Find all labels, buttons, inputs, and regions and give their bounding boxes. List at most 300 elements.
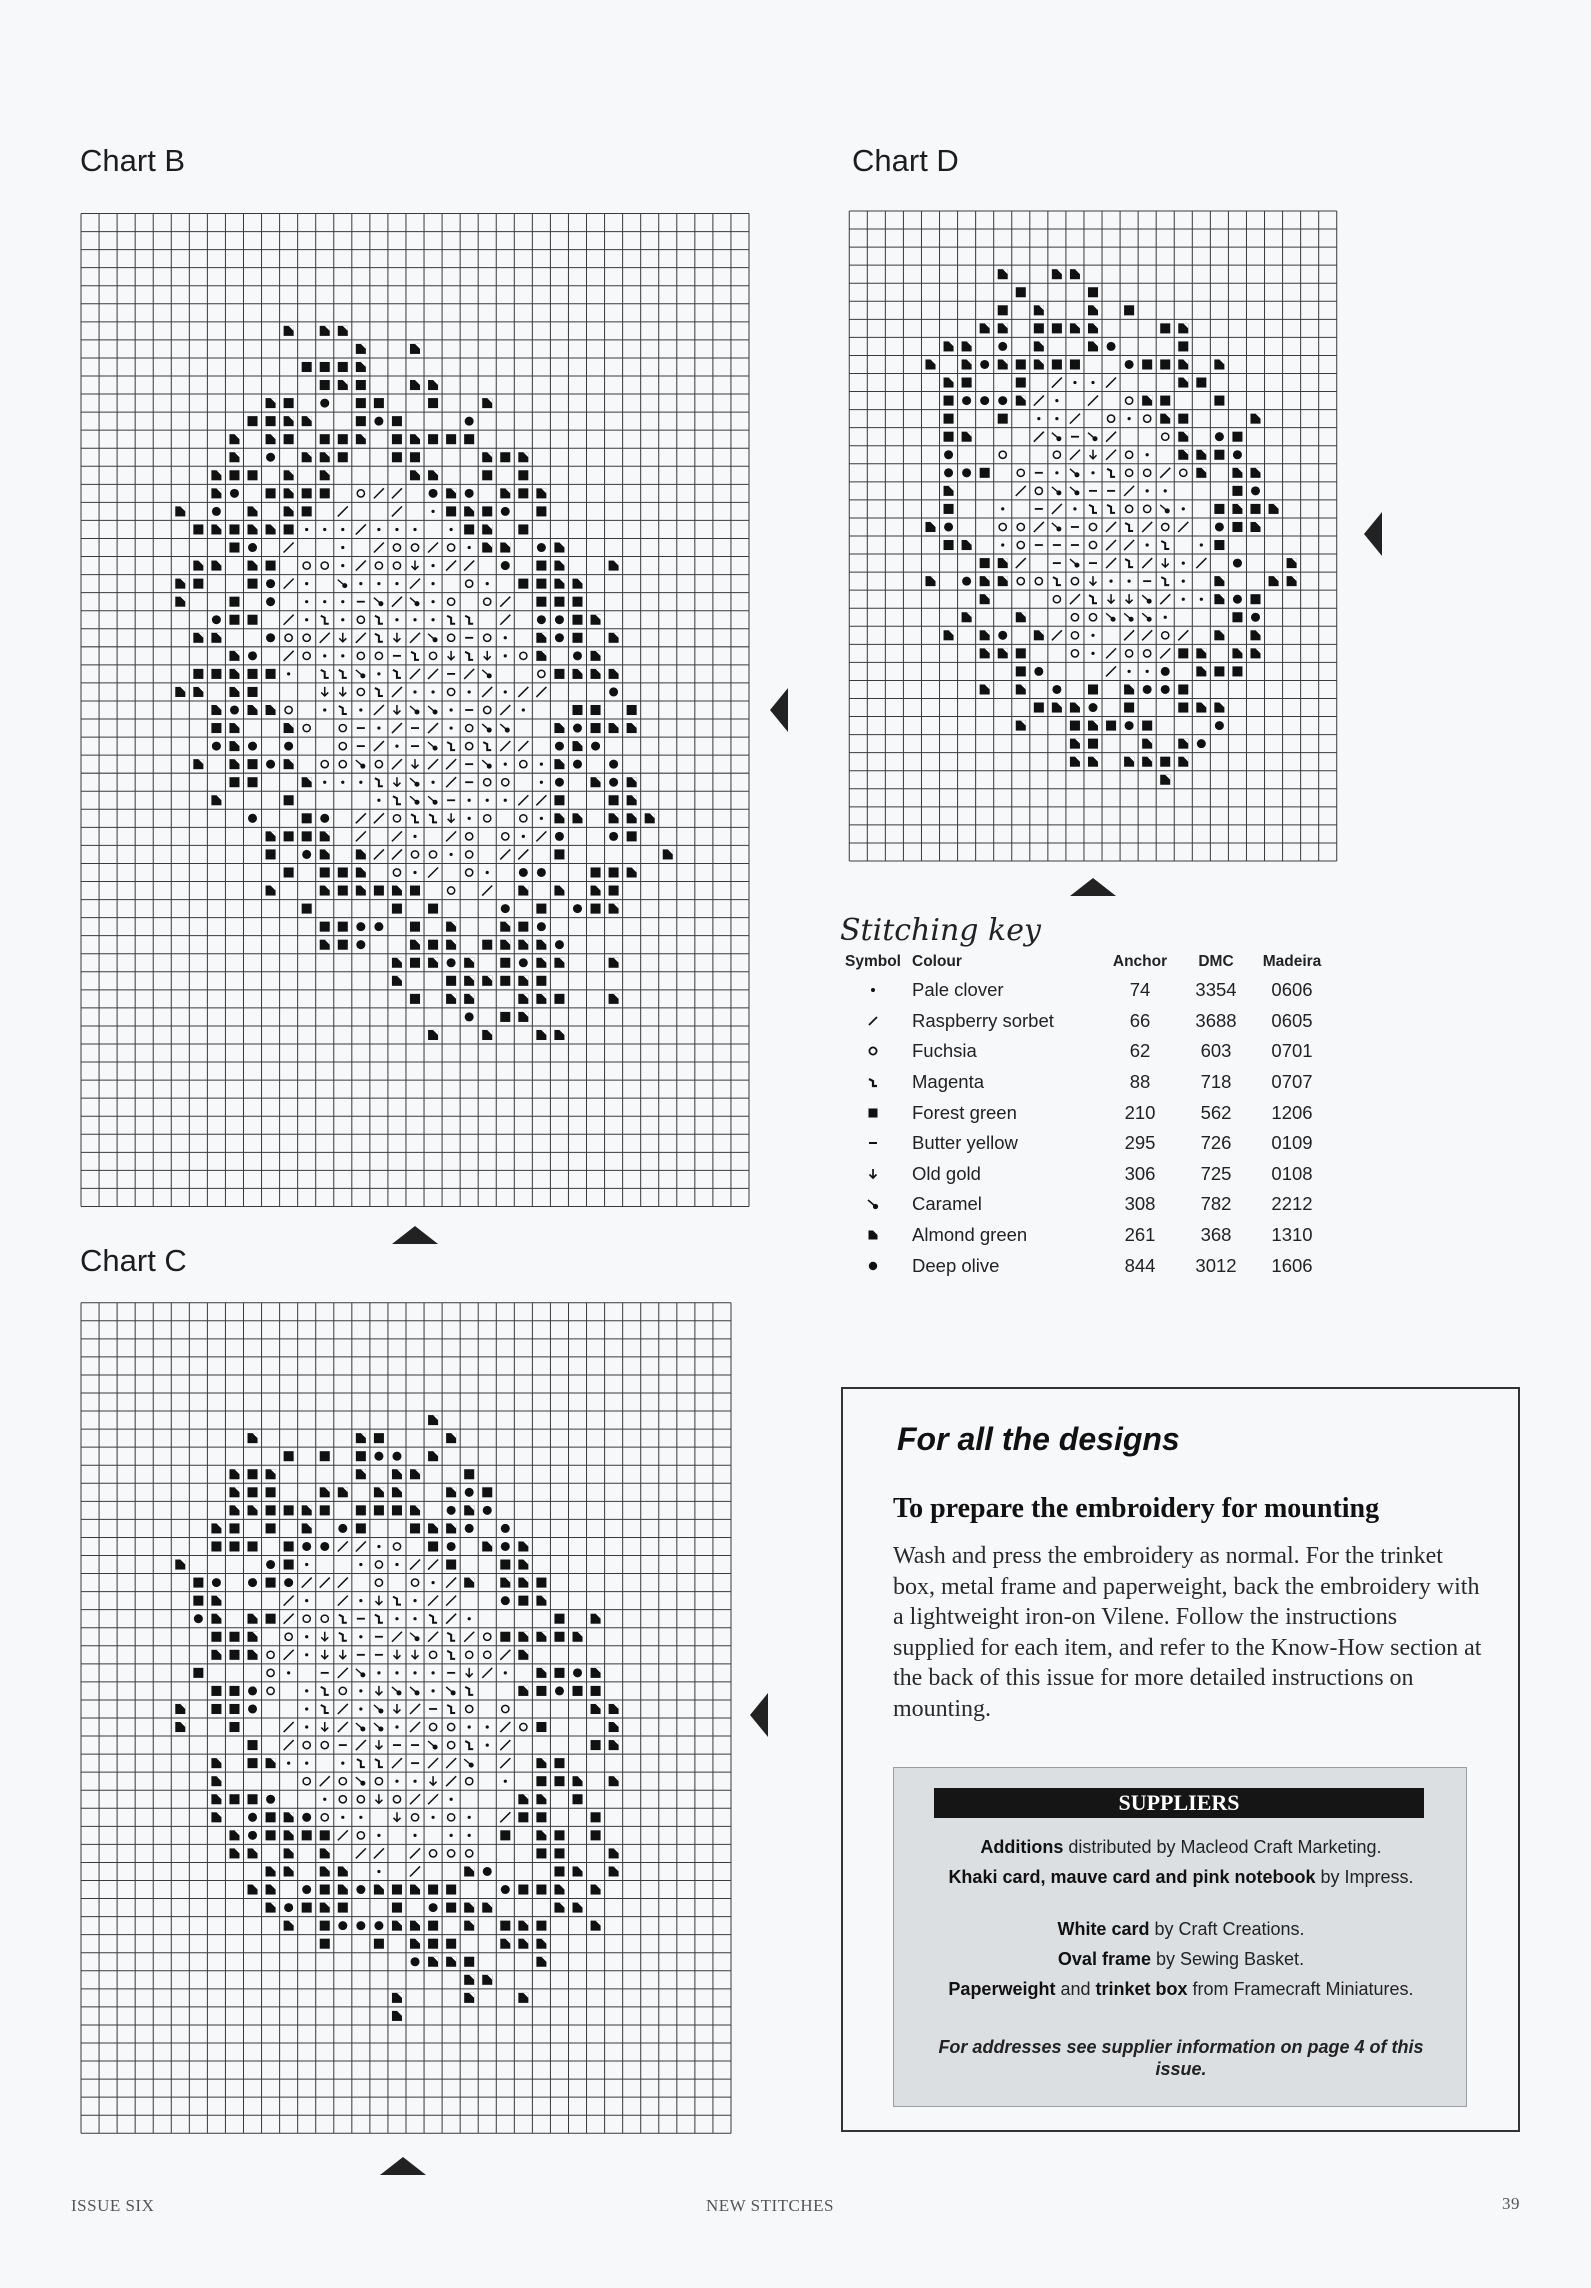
chart-c-grid <box>80 1297 732 2139</box>
stitch-slash <box>500 1650 510 1660</box>
stitch-filled-circle <box>609 687 618 696</box>
stitch-circle <box>375 652 382 659</box>
stitch-notched-square <box>211 524 221 534</box>
stitch-slash <box>356 1541 366 1551</box>
stitch-square <box>1196 378 1206 388</box>
stitch-circle <box>303 1615 310 1622</box>
stitch-square <box>428 1939 438 1949</box>
stitch-slash <box>284 1650 294 1660</box>
key-anchor-code: 74 <box>1129 979 1151 1001</box>
key-madeira-code: 1206 <box>1271 1101 1313 1123</box>
stitch-slash <box>356 561 366 571</box>
stitch-square <box>1142 721 1152 731</box>
stitch-dot <box>413 1671 416 1674</box>
stitch-square <box>392 434 402 444</box>
stitch-slash <box>410 1722 420 1732</box>
stitch-notched-square <box>428 1415 438 1425</box>
stitch-square <box>410 994 420 1004</box>
stitch-square <box>1160 359 1170 369</box>
stitch-filled-circle <box>501 1885 510 1894</box>
stitch-dot <box>504 690 507 693</box>
stitch-dot <box>359 1599 362 1602</box>
stitch-slash <box>500 597 510 607</box>
key-dmc-code: 3012 <box>1195 1254 1237 1276</box>
stitch-filled-circle <box>338 1921 347 1930</box>
stitch-dot <box>1146 453 1149 456</box>
stitch-dot <box>468 817 471 820</box>
stitch-circle <box>1053 451 1060 458</box>
stitch-notched-square <box>482 1541 492 1551</box>
stitch-square <box>482 470 492 480</box>
stitch-square <box>536 976 546 986</box>
stitch-notched-square <box>392 1469 402 1479</box>
stitch-notched-square <box>591 777 601 787</box>
stitch-slash <box>338 1668 348 1678</box>
stitch-hook <box>483 742 491 750</box>
stitch-square <box>554 1848 564 1858</box>
stitch-notched-square <box>980 630 990 640</box>
stitch-notched-square <box>554 958 564 968</box>
stitch-arrow-down <box>448 651 455 660</box>
stitch-notched-square <box>609 813 619 823</box>
key-dmc-code: 725 <box>1200 1162 1232 1184</box>
stitch-square <box>591 1830 601 1840</box>
stitch-notched-square <box>1088 341 1098 351</box>
stitch-hook <box>1125 523 1133 531</box>
stitch-square <box>464 434 474 444</box>
stitch-dot <box>287 1762 290 1765</box>
stitch-slash <box>1106 522 1116 532</box>
stitch-notched-square <box>554 579 564 589</box>
stitch-slash <box>536 687 546 697</box>
stitch-slash <box>392 488 402 498</box>
stitch-dot <box>540 763 543 766</box>
stitch-square <box>591 904 601 914</box>
stitch-notched-square <box>1196 703 1206 713</box>
stitch-dot <box>431 600 434 603</box>
stitch-square <box>211 1704 221 1714</box>
stitch-square <box>554 1614 564 1624</box>
stitch-notched-square <box>925 522 935 532</box>
stitch-square <box>248 687 258 697</box>
stitch-square <box>410 958 420 968</box>
stitch-circle <box>1053 596 1060 603</box>
stitch-notched-square <box>609 1740 619 1750</box>
stitch-circle <box>466 1651 473 1658</box>
stitch-square <box>482 1487 492 1497</box>
stitch-slash <box>428 1794 438 1804</box>
stitch-circle <box>484 598 491 605</box>
key-madeira-code: 0109 <box>1271 1132 1313 1154</box>
stitch-notched-square <box>1214 594 1224 604</box>
stitch-notched-square <box>1160 775 1170 785</box>
key-colour-name: Almond green <box>912 1224 1028 1246</box>
stitch-notched-square <box>211 633 221 643</box>
mounting-heading: To prepare the embroidery for mounting <box>893 1493 1380 1524</box>
stitch-square <box>428 940 438 950</box>
stitch-filled-circle <box>609 832 618 841</box>
stitch-circle <box>285 1633 292 1640</box>
key-symbol <box>838 1128 908 1159</box>
stitch-hook <box>321 1687 329 1695</box>
stitch-notched-square <box>266 1758 276 1768</box>
stitch-notched-square <box>536 1668 546 1678</box>
stitch-filled-circle <box>1052 685 1061 694</box>
stitch-notched-square <box>302 1505 312 1515</box>
stitch-square <box>266 1812 276 1822</box>
stitch-notched-square <box>500 1939 510 1949</box>
stitch-notched-square <box>320 1848 330 1858</box>
stitch-filled-circle <box>980 360 989 369</box>
for-all-designs-panel <box>841 1387 1520 2132</box>
stitch-notched-square <box>248 506 258 516</box>
stitch-square <box>536 579 546 589</box>
stitch-notched-square <box>446 940 456 950</box>
stitch-circle <box>303 724 310 731</box>
chart-d-grid <box>842 210 1344 862</box>
key-symbol <box>838 1097 908 1128</box>
stitch-notched-square <box>410 1939 420 1949</box>
stitch-square <box>518 488 528 498</box>
stitch-dot <box>359 582 362 585</box>
stitch-square <box>536 597 546 607</box>
stitch-circle <box>447 598 454 605</box>
stitch-notched-square <box>320 886 330 896</box>
stitch-notched-square <box>211 1776 221 1786</box>
stitch-slash <box>356 831 366 841</box>
stitch-filled-circle <box>302 1542 311 1551</box>
stitch-square <box>446 976 456 986</box>
stitch-arrow-down <box>375 1596 382 1605</box>
stitch-hook <box>447 1705 455 1713</box>
dot-symbol-icon <box>866 983 880 997</box>
stitch-notched-square <box>591 669 601 679</box>
stitch-square <box>193 524 203 534</box>
stitch-notched-square <box>284 1866 294 1876</box>
chart-b-grid <box>80 212 750 1208</box>
stitch-notched-square <box>980 648 990 658</box>
stitch-dot <box>1128 580 1131 583</box>
stitch-slash <box>356 633 366 643</box>
stitch-hook <box>1053 577 1061 585</box>
stitch-filled-circle <box>1251 486 1260 495</box>
stitch-square <box>1214 504 1224 514</box>
stitch-dot <box>287 1671 290 1674</box>
stitch-notched-square <box>962 432 972 442</box>
stitch-square <box>229 1523 239 1533</box>
stitch-slash <box>446 1758 456 1768</box>
stitch-notched-square <box>1250 414 1260 424</box>
stitch-slash <box>446 831 456 841</box>
stitch-filled-circle <box>248 1813 257 1822</box>
stitch-dot <box>1182 561 1185 564</box>
stitch-square <box>500 1012 510 1022</box>
stitch-circle <box>1125 397 1132 404</box>
stitch-circle <box>339 761 346 768</box>
stitch-notched-square <box>1214 359 1224 369</box>
stitch-hook <box>375 616 383 624</box>
stitch-arrow-down <box>393 705 400 714</box>
stitch-notched-square <box>554 1903 564 1913</box>
stitch-notched-square <box>284 416 294 426</box>
stitch-square <box>320 1885 330 1895</box>
stitch-notched-square <box>392 1921 402 1931</box>
stitch-notched-square <box>998 558 1008 568</box>
stitch-hook <box>411 814 419 822</box>
stitch-circle <box>1180 469 1187 476</box>
stitch-dot <box>1091 652 1094 655</box>
stitch-notched-square <box>446 1957 456 1967</box>
stitch-circle <box>484 815 491 822</box>
stitch-square <box>944 414 954 424</box>
stitch-square <box>229 1722 239 1732</box>
stitch-circle <box>1035 578 1042 585</box>
stitch-notched-square <box>554 1030 564 1040</box>
stitch-circle <box>339 724 346 731</box>
stitch-circle <box>429 1723 436 1730</box>
stitch-slash <box>374 849 384 859</box>
stitch-filled-circle <box>374 1452 383 1461</box>
stitch-dot <box>1182 598 1185 601</box>
stitch-notched-square <box>518 994 528 1004</box>
stitch-notched-square <box>392 886 402 896</box>
stitch-circle <box>502 1705 509 1712</box>
stitch-square <box>609 795 619 805</box>
stitch-square <box>229 1704 239 1714</box>
stitch-square <box>338 1903 348 1913</box>
stitch-circle <box>393 1796 400 1803</box>
stitch-hook <box>1125 559 1133 567</box>
stitch-square <box>229 1541 239 1551</box>
stitch-notched-square <box>500 922 510 932</box>
stitch-circle <box>1162 632 1169 639</box>
stitch-square <box>464 524 474 534</box>
stitch-square <box>320 1921 330 1931</box>
stitch-dot <box>359 1816 362 1819</box>
stitch-notched-square <box>482 1903 492 1913</box>
stitch-notched-square <box>410 380 420 390</box>
stitch-hook <box>339 1615 347 1623</box>
stitch-dot <box>341 528 344 531</box>
stitch-notched-square <box>554 1885 564 1895</box>
supplier-line: Additions distributed by Macleod Craft Marketing. <box>980 1837 1382 1857</box>
stitch-square <box>428 904 438 914</box>
stitch-dot <box>1146 670 1149 673</box>
stitch-square <box>1052 359 1062 369</box>
slash-symbol-icon <box>866 1014 880 1028</box>
stitch-notched-square <box>248 1614 258 1624</box>
stitch-filled-circle <box>447 1506 456 1515</box>
stitch-slash <box>356 813 366 823</box>
stitch-circle <box>538 670 545 677</box>
stitch-filled-circle <box>1215 721 1224 730</box>
stitch-circle <box>447 544 454 551</box>
stitch-square <box>248 416 258 426</box>
stitch-slash <box>410 1704 420 1714</box>
stitch-slash <box>1106 540 1116 550</box>
stitch-filled-circle <box>501 1542 510 1551</box>
key-colour-name: Old gold <box>912 1162 981 1184</box>
stitch-comet <box>1052 433 1062 442</box>
stitch-square <box>338 940 348 950</box>
stitch-circle <box>1017 523 1024 530</box>
stitch-arrow-down <box>466 1668 473 1677</box>
stitch-notched-square <box>284 1848 294 1858</box>
stitching-key-row <box>838 1006 1330 1037</box>
stitching-key-header-row <box>838 953 1330 975</box>
stitch-notched-square <box>591 1704 601 1714</box>
stitch-square <box>980 468 990 478</box>
stitch-dot <box>413 835 416 838</box>
stitch-circle <box>321 761 328 768</box>
stitch-filled-circle <box>212 742 221 751</box>
stitch-square <box>518 524 528 534</box>
stitch-dot <box>341 1816 344 1819</box>
stitch-notched-square <box>482 1975 492 1985</box>
stitch-notched-square <box>980 684 990 694</box>
stitch-notched-square <box>518 1794 528 1804</box>
stitch-notched-square <box>536 1030 546 1040</box>
stitch-comet <box>410 1687 420 1696</box>
stitch-notched-square <box>392 958 402 968</box>
stitch-notched-square <box>591 1668 601 1678</box>
stitch-slash <box>500 741 510 751</box>
stitch-slash <box>428 723 438 733</box>
stitch-circle <box>357 1832 364 1839</box>
stitch-notched-square <box>627 723 637 733</box>
stitch-notched-square <box>591 615 601 625</box>
stitch-notched-square <box>944 341 954 351</box>
stitch-square <box>428 434 438 444</box>
stitch-dot <box>1037 417 1040 420</box>
stitch-square <box>248 759 258 769</box>
stitch-square <box>229 615 239 625</box>
stitch-circle <box>1125 505 1132 512</box>
stitch-square <box>554 795 564 805</box>
stitch-slash <box>1070 594 1080 604</box>
stitch-slash <box>1178 522 1188 532</box>
stitch-filled-circle <box>392 1452 401 1461</box>
stitch-notched-square <box>175 1722 185 1732</box>
stitch-slash <box>1160 468 1170 478</box>
stitch-notched-square <box>1269 576 1279 586</box>
stitch-comet <box>1070 487 1080 496</box>
stitch-square <box>1052 323 1062 333</box>
stitch-notched-square <box>464 994 474 1004</box>
stitch-square <box>338 434 348 444</box>
key-dmc-code: 3688 <box>1195 1009 1237 1031</box>
stitch-filled-circle <box>1233 450 1242 459</box>
stitch-square <box>229 1686 239 1696</box>
stitch-square <box>1214 540 1224 550</box>
stitch-square <box>284 1451 294 1461</box>
stitch-notched-square <box>410 344 420 354</box>
stitch-notched-square <box>211 1650 221 1660</box>
stitch-circle <box>303 562 310 569</box>
stitch-comet <box>1124 613 1134 622</box>
stitch-slash <box>1142 558 1152 568</box>
stitch-circle <box>357 616 364 623</box>
stitch-square <box>248 615 258 625</box>
stitch-notched-square <box>284 759 294 769</box>
stitch-circle <box>448 1814 455 1821</box>
stitch-slash <box>284 579 294 589</box>
key-dmc-code: 782 <box>1200 1193 1232 1215</box>
stitch-square <box>1088 739 1098 749</box>
stitch-square <box>536 561 546 571</box>
stitch-filled-circle <box>555 633 564 642</box>
stitch-square <box>1070 721 1080 731</box>
stitch-filled-circle <box>573 760 582 769</box>
stitch-square <box>320 1939 330 1949</box>
stitch-notched-square <box>1232 504 1242 514</box>
stitch-notched-square <box>175 506 185 516</box>
stitch-notched-square <box>1142 739 1152 749</box>
chart-b-title: Chart B <box>80 143 186 178</box>
stitch-circle <box>447 634 454 641</box>
stitch-slash <box>392 849 402 859</box>
stitch-circle <box>448 1850 455 1857</box>
stitch-circle <box>375 761 382 768</box>
stitch-notched-square <box>446 488 456 498</box>
stitch-circle <box>267 1687 274 1694</box>
stitch-comet <box>356 760 366 769</box>
stitch-circle <box>502 779 509 786</box>
stitch-notched-square <box>980 576 990 586</box>
stitch-notched-square <box>536 1596 546 1606</box>
stitch-arrow-down <box>321 1650 328 1659</box>
stitch-square <box>446 1885 456 1895</box>
stitch-circle <box>393 562 400 569</box>
stitch-dot <box>1164 616 1167 619</box>
stitch-filled-circle <box>374 417 383 426</box>
stitch-filled-circle <box>1107 342 1116 351</box>
stitch-circle <box>466 724 473 731</box>
stitch-square <box>266 1523 276 1533</box>
stitch-notched-square <box>464 1578 474 1588</box>
stitch-slash <box>1052 630 1062 640</box>
stitch-notched-square <box>338 1487 348 1497</box>
stitch-square <box>554 994 564 1004</box>
stitch-slash <box>536 795 546 805</box>
stitch-slash <box>1124 630 1134 640</box>
stitch-filled-circle <box>962 396 971 405</box>
stitch-notched-square <box>573 1866 583 1876</box>
stitch-square <box>284 524 294 534</box>
stitch-hook <box>447 1633 455 1641</box>
stitch-circle <box>520 652 527 659</box>
stitch-filled-circle <box>1215 432 1224 441</box>
stitch-comet <box>392 1687 402 1696</box>
stitch-notched-square <box>446 1487 456 1497</box>
stitch-notched-square <box>1016 396 1026 406</box>
stitch-notched-square <box>925 359 935 369</box>
stitch-filled-circle <box>1197 739 1206 748</box>
key-madeira-code: 0108 <box>1271 1162 1313 1184</box>
stitch-notched-square <box>356 867 366 877</box>
stitch-dot <box>450 853 453 856</box>
stitch-notched-square <box>410 940 420 950</box>
stitch-notched-square <box>554 723 564 733</box>
stitch-square <box>248 669 258 679</box>
stitch-square <box>573 1686 583 1696</box>
stitch-notched-square <box>446 1433 456 1443</box>
supplier-line: White card by Craft Creations. <box>1057 1919 1305 1939</box>
stitch-square <box>554 1866 564 1876</box>
stitch-dot <box>377 582 380 585</box>
stitch-square <box>284 434 294 444</box>
stitch-square <box>591 1740 601 1750</box>
